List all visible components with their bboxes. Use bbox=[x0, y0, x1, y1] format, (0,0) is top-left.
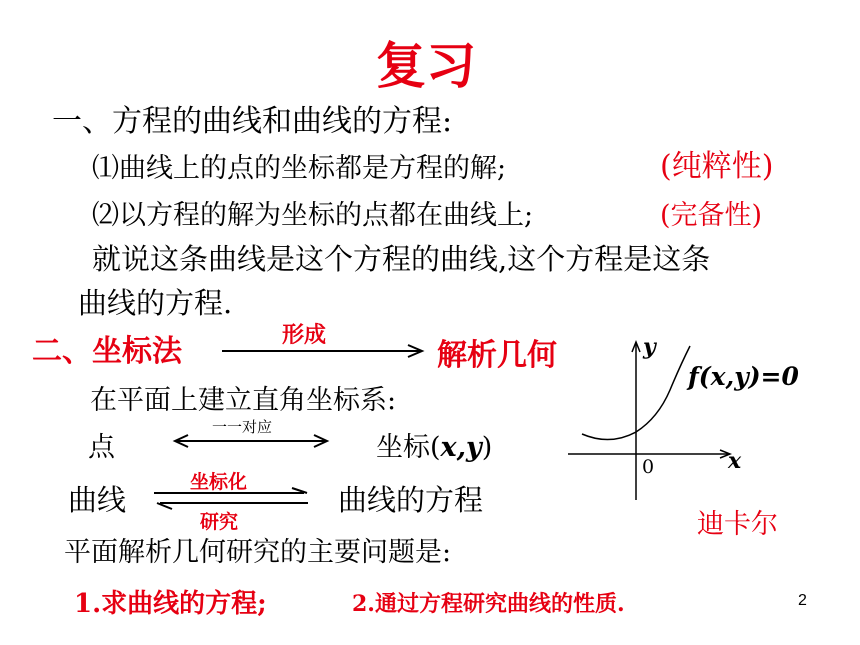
coordinate-suffix: ) bbox=[481, 432, 493, 463]
one-to-one-label: 一一对应 bbox=[212, 418, 273, 436]
forms-arrow bbox=[220, 343, 430, 359]
conclusion-line-1: 就说这条曲线是这个方程的曲线,这个方程是这条 bbox=[92, 242, 711, 276]
one-to-one-arrow bbox=[172, 433, 332, 449]
curve-equation-label: 曲线的方程 bbox=[338, 483, 484, 517]
coordinate-label bbox=[376, 425, 492, 464]
section2-heading: 二、坐标法 bbox=[32, 334, 182, 369]
function-label: f(x,y)=0 bbox=[688, 362, 799, 391]
problem-1: 1.求曲线的方程; bbox=[74, 589, 267, 619]
descartes-label: 迪卡尔 bbox=[697, 509, 778, 540]
conclusion-line-2: 曲线的方程. bbox=[78, 286, 233, 320]
coordinate-vars: x,y bbox=[440, 432, 482, 463]
point-label: 点 bbox=[88, 432, 115, 463]
coordinate-graph bbox=[560, 330, 760, 510]
condition2-text: ⑵以方程的解为坐标的点都在曲线上; bbox=[92, 200, 534, 231]
coordinatize-label: 坐标化 bbox=[190, 471, 248, 493]
origin-label: 0 bbox=[642, 456, 655, 478]
coordinate-prefix: 坐标( bbox=[376, 432, 441, 463]
analytic-geometry-label: 解析几何 bbox=[437, 338, 557, 373]
page-number: 2 bbox=[798, 592, 807, 609]
forms-arrow-label: 形成 bbox=[282, 322, 327, 348]
curve-label: 曲线 bbox=[68, 483, 127, 517]
condition2-tag: (完备性) bbox=[660, 200, 763, 231]
study-label: 研究 bbox=[200, 511, 239, 533]
slide-title: 复习 bbox=[376, 36, 476, 95]
coordinate-system-text: 在平面上建立直角坐标系: bbox=[90, 385, 397, 416]
main-problem-text: 平面解析几何研究的主要问题是: bbox=[64, 537, 452, 568]
x-axis-label: x bbox=[728, 448, 742, 474]
condition1-tag: (纯粹性) bbox=[660, 149, 774, 184]
y-axis-label: y bbox=[643, 334, 656, 360]
problem-2: 2.通过方程研究曲线的性质. bbox=[352, 591, 625, 617]
section1-heading: 一、方程的曲线和曲线的方程: bbox=[52, 104, 453, 139]
condition1-text: ⑴曲线上的点的坐标都是方程的解; bbox=[92, 153, 507, 184]
